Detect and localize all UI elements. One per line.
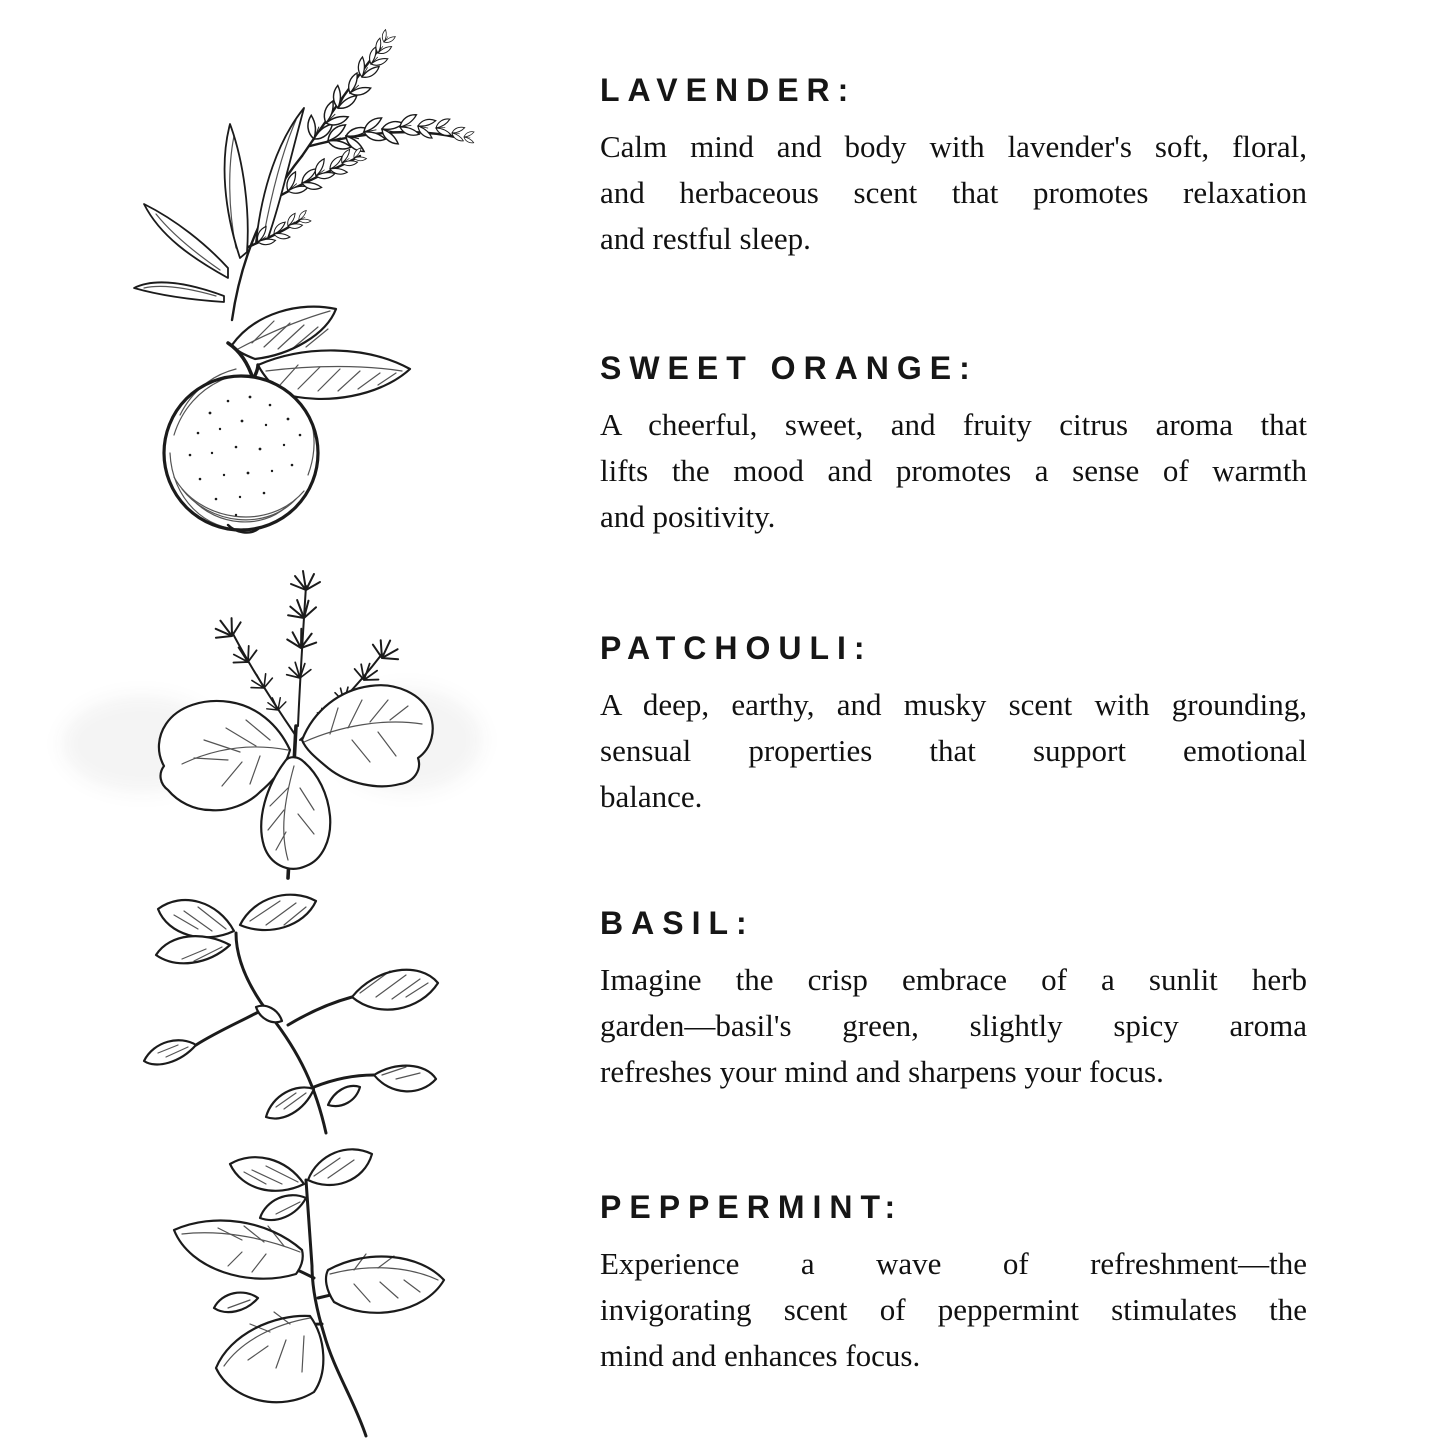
body-line: and herbaceous scent that promotes relaxation [600,175,1307,210]
section-heading: PEPPERMINT: [600,1189,904,1225]
body-line: garden—basil's green, slightly spicy aroma [600,1008,1307,1043]
patchouli-plant-icon [138,548,450,880]
section-body [600,957,1307,1095]
section-body [600,402,1307,540]
peppermint-sprig-icon [118,1128,470,1440]
section-heading: PATCHOULI: [600,630,873,666]
section-body [600,124,1307,262]
patchouli-illustration [138,548,450,880]
body-line: Experience a wave of refreshment—the [600,1246,1307,1281]
body-line: balance. [600,779,703,814]
lavender-sprig-icon [128,20,480,322]
section-peppermint [600,1187,1307,1379]
section-sweet-orange [600,348,1307,540]
section-patchouli [600,628,1307,820]
peppermint-illustration [118,1128,470,1440]
body-line: mind and enhances focus. [600,1338,921,1373]
section-basil [600,903,1307,1095]
body-line: lifts the mood and promotes a sense of warmth [600,453,1307,488]
body-line: Calm mind and body with lavender's soft, floral, [600,129,1307,164]
body-line: A deep, earthy, and musky scent with grounding, [600,687,1307,722]
sweet-orange-illustration [140,293,442,570]
basil-sprig-icon [138,873,450,1135]
basil-illustration [138,873,450,1135]
section-lavender [600,70,1307,262]
lavender-illustration [128,20,480,322]
section-heading: SWEET ORANGE: [600,350,978,386]
body-line: Imagine the crisp embrace of a sunlit herb [600,962,1307,997]
body-line: and positivity. [600,499,776,534]
section-body [600,682,1307,820]
body-line: refreshes your mind and sharpens your focus. [600,1054,1164,1089]
section-body [600,1241,1307,1379]
orange-fruit-icon [140,293,442,570]
body-line: and restful sleep. [600,221,811,256]
body-line: A cheerful, sweet, and fruity citrus aroma that [600,407,1307,442]
section-heading: LAVENDER: [600,72,857,108]
body-line: sensual properties that support emotional [600,733,1307,768]
section-heading: BASIL: [600,905,755,941]
body-line: invigorating scent of peppermint stimulates the [600,1292,1307,1327]
